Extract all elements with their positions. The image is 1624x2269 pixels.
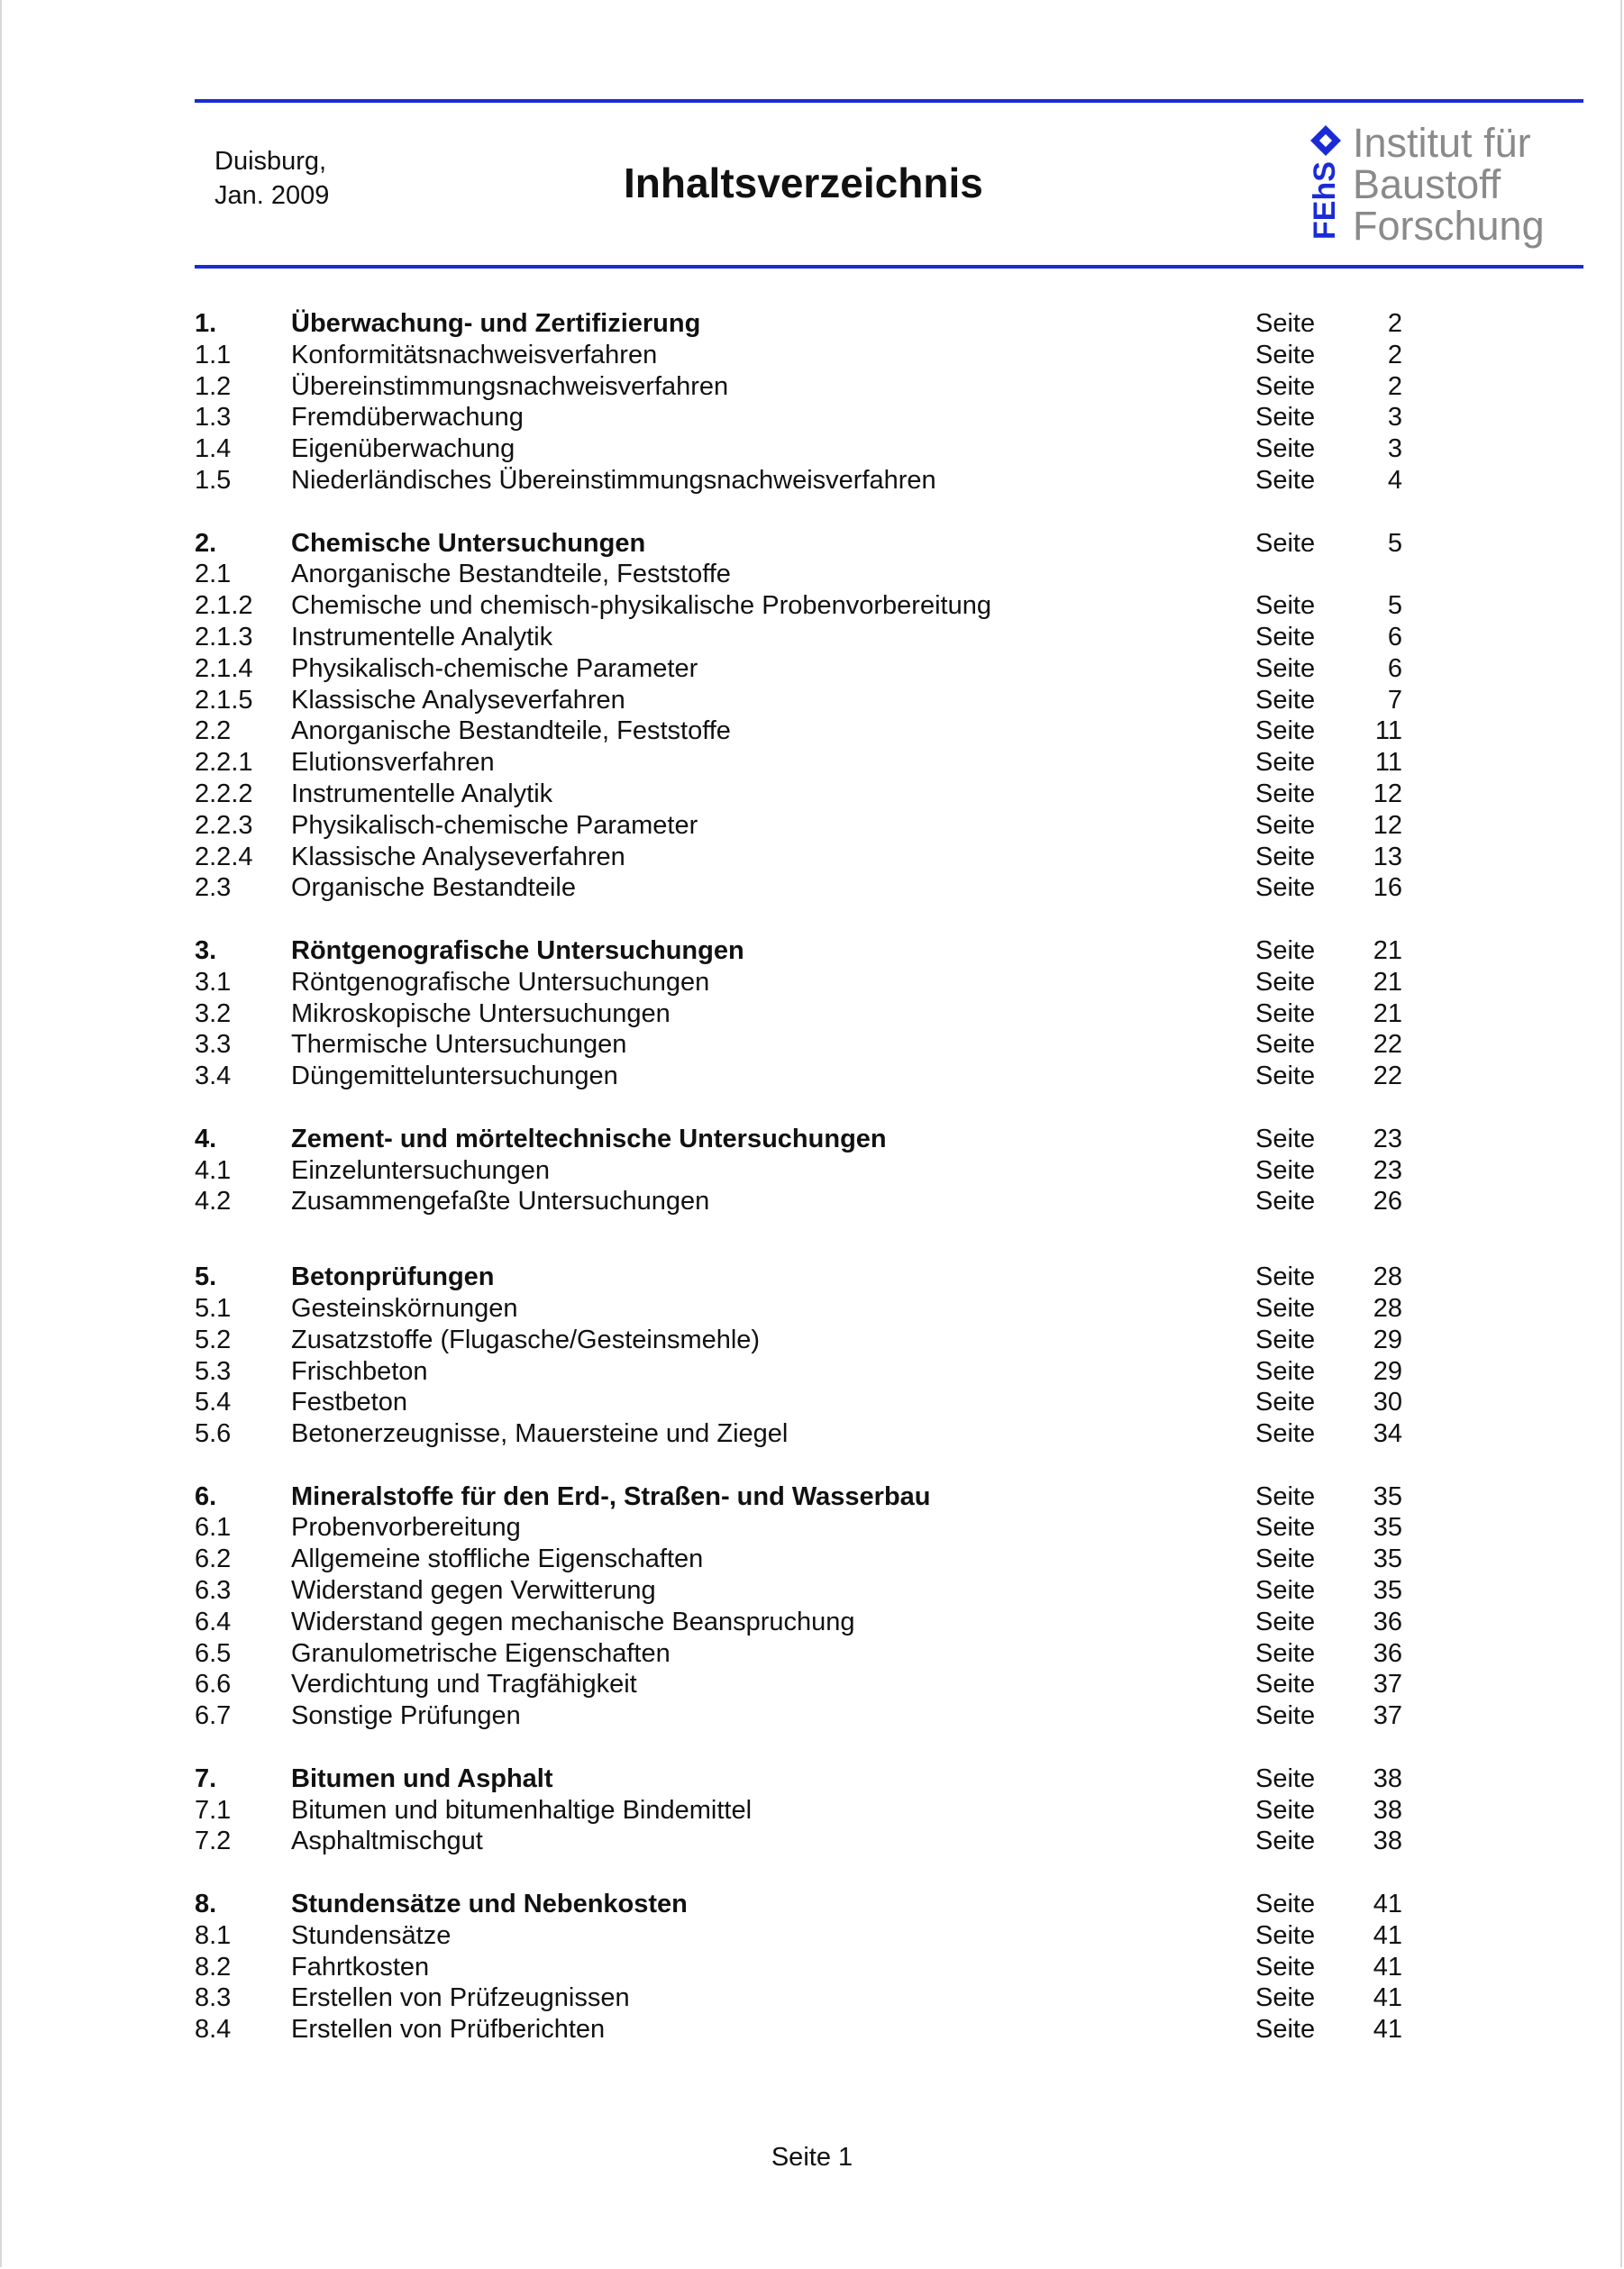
toc-entry-label: Betonerzeugnisse, Mauersteine und Ziegel: [291, 1419, 789, 1449]
toc-entry-number: 5.: [195, 1262, 217, 1292]
toc-entry-page: 37: [1373, 1701, 1402, 1731]
toc-entry-page: 37: [1373, 1670, 1402, 1699]
toc-entry-page: 34: [1373, 1419, 1402, 1449]
toc-entry[interactable]: [195, 1325, 1402, 1356]
toc-entry[interactable]: [195, 872, 1402, 904]
toc-entry[interactable]: [195, 967, 1402, 998]
toc-entry-seite: Seite: [1255, 1545, 1316, 1574]
toc-entry-label: Chemische Untersuchungen: [291, 528, 646, 558]
toc-entry-seite: Seite: [1255, 1030, 1316, 1060]
toc-entry-number: 2.2.2: [195, 779, 253, 808]
toc-entry-seite: Seite: [1255, 1920, 1316, 1950]
toc-entry-label: Zusammengefaßte Untersuchungen: [291, 1187, 710, 1217]
toc-entry[interactable]: [195, 1826, 1402, 1857]
toc-entry-seite: Seite: [1255, 1481, 1316, 1511]
toc-entry-label: Betonprüfungen: [291, 1262, 495, 1292]
toc-entry-label: Probenvorbereitung: [291, 1513, 521, 1543]
toc-entry-number: 8.2: [195, 1952, 232, 1982]
toc-entry-label: Widerstand gegen mechanische Beanspruchung: [291, 1607, 855, 1636]
toc-entry-label: Allgemeine stoffliche Eigenschaften: [291, 1545, 704, 1574]
toc-entry-number: 2.1.2: [195, 591, 253, 621]
toc-entry-page: 35: [1373, 1481, 1402, 1511]
toc-entry-page: 12: [1373, 779, 1402, 808]
toc-entry-label: Mikroskopische Untersuchungen: [291, 998, 671, 1028]
toc-entry[interactable]: [195, 340, 1402, 371]
toc-entry-seite: Seite: [1255, 1952, 1316, 1982]
toc-entry-page: 38: [1373, 1795, 1402, 1825]
toc-entry-page: 13: [1373, 842, 1402, 871]
toc-entry-label: Mineralstoffe für den Erd-, Straßen- und Wasserbau: [291, 1481, 931, 1511]
toc-entry-label: Instrumentelle Analytik: [291, 779, 553, 808]
toc-entry-label: Niederländisches Übereinstimmungsnachweisverfahren: [291, 465, 936, 495]
toc-entry-label: Instrumentelle Analytik: [291, 622, 553, 652]
logo-line-2: Baustoff: [1353, 161, 1501, 207]
toc-entry-number: 8.: [195, 1890, 217, 1919]
toc-entry-seite: Seite: [1255, 340, 1316, 369]
toc-section-heading[interactable]: [195, 1124, 1402, 1155]
toc-section-heading[interactable]: [195, 1262, 1402, 1293]
toc-entry-seite: Seite: [1255, 1262, 1316, 1292]
toc-entry-number: 2.3: [195, 873, 232, 903]
toc-entry-number: 3.1: [195, 967, 232, 997]
toc-entry-seite: Seite: [1255, 685, 1316, 715]
toc-entry-number: 6.6: [195, 1670, 232, 1699]
toc-entry-seite: Seite: [1255, 998, 1316, 1028]
toc-entry-seite: Seite: [1255, 810, 1316, 840]
toc-entry-label: Anorganische Bestandteile, Feststoffe: [291, 560, 731, 589]
toc-entry-seite: Seite: [1255, 1890, 1316, 1919]
toc-entry-label: Düngemitteluntersuchungen: [291, 1062, 618, 1091]
toc-entry-seite: Seite: [1255, 1576, 1316, 1606]
toc-entry-number: 5.1: [195, 1293, 232, 1323]
toc-spacer: [195, 1092, 1402, 1124]
toc-entry-label: Zusatzstoffe (Flugasche/Gesteinsmehle): [291, 1325, 761, 1354]
toc-entry-label: Eigenüberwachung: [291, 434, 515, 464]
toc-entry-number: 3.2: [195, 998, 232, 1028]
toc-entry-page: 3: [1387, 403, 1402, 433]
toc-entry[interactable]: [195, 779, 1402, 810]
toc-entry-page: 6: [1387, 622, 1402, 652]
toc-entry-page: 23: [1373, 1155, 1402, 1185]
toc-entry-number: 2.1: [195, 560, 232, 589]
toc-entry-page: 7: [1387, 685, 1402, 715]
toc-entry[interactable]: [195, 2014, 1402, 2046]
toc-entry[interactable]: [195, 433, 1402, 465]
toc-entry-number: 6.1: [195, 1513, 232, 1543]
toc-entry[interactable]: [195, 1029, 1402, 1061]
toc-entry[interactable]: [195, 1512, 1402, 1544]
toc-entry-number: 2.: [195, 528, 217, 558]
toc-entry-number: 8.4: [195, 2015, 232, 2045]
toc-entry-label: Röntgenografische Untersuchungen: [291, 935, 744, 965]
header-top-rule: [195, 99, 1583, 103]
toc-entry-label: Klassische Analyseverfahren: [291, 685, 625, 715]
page-footer: Seite 1: [771, 2143, 853, 2172]
toc-entry[interactable]: [195, 465, 1402, 497]
toc-entry-page: 23: [1373, 1124, 1402, 1153]
toc-entry-page: 5: [1387, 528, 1402, 558]
toc-entry-seite: Seite: [1255, 1419, 1316, 1449]
toc-entry-label: Physikalisch-chemische Parameter: [291, 810, 698, 840]
toc-entry-page: 41: [1373, 1920, 1402, 1950]
toc-entry[interactable]: [195, 1638, 1402, 1670]
toc-entry-label: Thermische Untersuchungen: [291, 1030, 627, 1060]
toc-section-heading[interactable]: [195, 1889, 1402, 1920]
toc-entry-label: Konformitätsnachweisverfahren: [291, 340, 658, 369]
toc-entry-label: Anorganische Bestandteile, Feststoffe: [291, 716, 731, 746]
toc-entry-seite: Seite: [1255, 1155, 1316, 1185]
logo-line-3: Forschung: [1353, 203, 1545, 249]
toc-entry-label: Röntgenografische Untersuchungen: [291, 967, 710, 997]
toc-entry[interactable]: [195, 653, 1402, 685]
toc-entry-label: Fahrtkosten: [291, 1952, 430, 1982]
toc-entry-page: 11: [1374, 748, 1402, 778]
toc-entry[interactable]: [195, 1155, 1402, 1187]
toc-entry-seite: Seite: [1255, 371, 1316, 401]
toc-entry-page: 4: [1387, 465, 1402, 495]
toc-entry-number: 6.2: [195, 1545, 232, 1574]
toc-entry-number: 1.5: [195, 465, 232, 495]
toc-entry[interactable]: [195, 1669, 1402, 1700]
toc-entry-number: 3.3: [195, 1030, 232, 1060]
toc-entry[interactable]: [195, 1607, 1402, 1638]
toc-entry-page: 41: [1373, 1952, 1402, 1982]
toc-entry-seite: Seite: [1255, 1607, 1316, 1636]
header-place: Duisburg,: [214, 147, 327, 176]
institute-logo: [1308, 120, 1546, 258]
toc-entry-number: 2.2.1: [195, 748, 253, 778]
toc-entry-number: 1.4: [195, 434, 232, 464]
toc-spacer: [195, 1450, 1402, 1481]
toc-entry-seite: Seite: [1255, 1293, 1316, 1323]
toc-entry-page: 30: [1373, 1388, 1402, 1417]
toc-entry-page: 41: [1373, 1983, 1402, 2013]
toc-entry-page: 26: [1373, 1187, 1402, 1217]
toc-entry-seite: Seite: [1255, 465, 1316, 495]
toc-entry-number: 1.2: [195, 371, 232, 401]
toc-entry-number: 1.1: [195, 340, 232, 369]
toc-entry[interactable]: [195, 998, 1402, 1030]
toc-entry-label: Erstellen von Prüfzeugnissen: [291, 1983, 630, 2013]
toc-entry-seite: Seite: [1255, 1388, 1316, 1417]
toc-entry-label: Frischbeton: [291, 1356, 428, 1386]
toc-entry-seite: Seite: [1255, 873, 1316, 903]
logo-mark-text: FEhS: [1308, 161, 1342, 240]
toc-entry-page: 29: [1373, 1356, 1402, 1386]
toc-entry[interactable]: [195, 1356, 1402, 1388]
toc-spacer: [195, 1217, 1402, 1262]
toc-section-heading[interactable]: [195, 308, 1402, 340]
toc-section-heading[interactable]: [195, 528, 1402, 560]
toc-entry[interactable]: [195, 559, 1402, 590]
toc-entry-seite: Seite: [1255, 1827, 1316, 1856]
toc-entry[interactable]: [195, 402, 1402, 433]
toc-section-heading[interactable]: [195, 1481, 1402, 1513]
toc-entry-seite: Seite: [1255, 1638, 1316, 1668]
toc-entry-seite: Seite: [1255, 1124, 1316, 1153]
toc-entry-number: 1.3: [195, 403, 232, 433]
toc-entry-number: 1.: [195, 309, 217, 338]
toc-entry-page: 35: [1373, 1576, 1402, 1606]
toc-entry[interactable]: [195, 685, 1402, 716]
toc-entry-page: 3: [1387, 434, 1402, 464]
toc-entry-seite: Seite: [1255, 1356, 1316, 1386]
toc-entry-label: Bitumen und bitumenhaltige Bindemittel: [291, 1795, 753, 1825]
toc-entry[interactable]: [195, 1795, 1402, 1827]
toc-entry-number: 5.6: [195, 1419, 232, 1449]
toc-entry-seite: Seite: [1255, 2015, 1316, 2045]
toc-entry-page: 36: [1373, 1607, 1402, 1636]
toc-entry-page: 36: [1373, 1638, 1402, 1668]
toc-spacer: [195, 497, 1402, 528]
toc-entry-number: 2.2.3: [195, 810, 253, 840]
toc-entry-label: Granulometrische Eigenschaften: [291, 1638, 671, 1668]
toc-entry-label: Klassische Analyseverfahren: [291, 842, 625, 871]
toc-entry-page: 28: [1373, 1262, 1402, 1292]
toc-entry-label: Bitumen und Asphalt: [291, 1763, 553, 1793]
toc-entry-label: Fremdüberwachung: [291, 403, 524, 433]
toc-entry[interactable]: [195, 747, 1402, 779]
toc-entry-page: 35: [1373, 1513, 1402, 1543]
toc-entry-seite: Seite: [1255, 591, 1316, 621]
toc-entry-label: Stundensätze und Nebenkosten: [291, 1890, 688, 1919]
toc-spacer: [195, 1857, 1402, 1889]
toc-entry[interactable]: [195, 1700, 1402, 1732]
toc-entry-page: 41: [1373, 1890, 1402, 1919]
toc-entry-label: Festbeton: [291, 1388, 407, 1417]
toc-entry-label: Chemische und chemisch-physikalische Probenvorbereitung: [291, 591, 991, 621]
toc-entry-page: 16: [1373, 873, 1402, 903]
toc-entry-label: Gesteinskörnungen: [291, 1293, 518, 1323]
toc-entry-label: Verdichtung und Tragfähigkeit: [291, 1670, 637, 1699]
toc-spacer: [195, 1732, 1402, 1763]
toc-entry-label: Widerstand gegen Verwitterung: [291, 1576, 656, 1606]
toc-entry-seite: Seite: [1255, 1763, 1316, 1793]
toc-entry[interactable]: [195, 1387, 1402, 1418]
toc-entry[interactable]: [195, 1061, 1402, 1092]
toc-entry-label: Stundensätze: [291, 1920, 452, 1950]
toc-entry-page: 21: [1373, 935, 1402, 965]
toc-entry-number: 2.2.4: [195, 842, 253, 871]
toc-entry-page: 11: [1374, 716, 1402, 746]
logo-line-1: Institut für: [1353, 120, 1531, 166]
toc-entry-number: 7.: [195, 1763, 217, 1793]
toc-entry-seite: Seite: [1255, 1513, 1316, 1543]
toc-entry-label: Physikalisch-chemische Parameter: [291, 653, 698, 683]
toc-entry-number: 2.1.5: [195, 685, 253, 715]
toc-entry-page: 22: [1373, 1062, 1402, 1091]
toc-entry-page: 2: [1387, 340, 1402, 369]
toc-entry-label: Elutionsverfahren: [291, 748, 495, 778]
toc-entry-seite: Seite: [1255, 403, 1316, 433]
toc-entry-number: 4.2: [195, 1187, 232, 1217]
toc-entry[interactable]: [195, 1293, 1402, 1325]
toc-entry-label: Sonstige Prüfungen: [291, 1701, 521, 1731]
toc-entry-seite: Seite: [1255, 1062, 1316, 1091]
toc-entry-page: 38: [1373, 1827, 1402, 1856]
toc-entry-page: 21: [1373, 967, 1402, 997]
toc-entry-number: 7.1: [195, 1795, 232, 1825]
toc-entry-seite: Seite: [1255, 622, 1316, 652]
toc-entry-page: 28: [1373, 1293, 1402, 1323]
toc-entry-number: 8.3: [195, 1983, 232, 2013]
page-title: Inhaltsverzeichnis: [624, 159, 983, 206]
toc-entry[interactable]: [195, 622, 1402, 653]
toc-entry[interactable]: [195, 810, 1402, 842]
toc-entry-number: 6.7: [195, 1701, 232, 1731]
toc-entry-page: 6: [1387, 653, 1402, 683]
toc-entry-page: 2: [1387, 309, 1402, 338]
toc-entry-seite: Seite: [1255, 935, 1316, 965]
toc-entry-label: Organische Bestandteile: [291, 873, 576, 903]
toc-entry-label: Überwachung- und Zertifizierung: [291, 309, 701, 338]
toc-entry-number: 5.3: [195, 1356, 232, 1386]
toc-entry-seite: Seite: [1255, 779, 1316, 808]
toc-section-heading[interactable]: [195, 935, 1402, 967]
toc-section-heading[interactable]: [195, 1763, 1402, 1795]
toc-entry-seite: Seite: [1255, 1187, 1316, 1217]
toc-entry-page: 5: [1387, 591, 1402, 621]
toc-entry-seite: Seite: [1255, 1670, 1316, 1699]
toc-entry-number: 5.4: [195, 1388, 232, 1417]
toc-entry-number: 6.: [195, 1481, 217, 1511]
header-date: Jan. 2009: [214, 181, 330, 210]
toc-spacer: [195, 904, 1402, 935]
toc-entry-seite: Seite: [1255, 1325, 1316, 1354]
toc-entry-page: 38: [1373, 1763, 1402, 1793]
toc-entry-page: 35: [1373, 1545, 1402, 1574]
toc-entry[interactable]: [195, 842, 1402, 873]
toc-entry-number: 8.1: [195, 1920, 232, 1950]
toc-entry-label: Erstellen von Prüfberichten: [291, 2015, 606, 2045]
toc-entry-number: 4.1: [195, 1155, 232, 1185]
toc-entry[interactable]: [195, 1982, 1402, 2014]
toc-entry[interactable]: [195, 1418, 1402, 1450]
toc-entry-number: 7.2: [195, 1827, 232, 1856]
toc-entry[interactable]: [195, 371, 1402, 403]
header-bottom-rule: [195, 265, 1583, 269]
toc-entry-seite: Seite: [1255, 748, 1316, 778]
toc-entry-seite: Seite: [1255, 716, 1316, 746]
toc-entry-page: 21: [1373, 998, 1402, 1028]
fehs-logo-mark-icon: [1308, 128, 1342, 243]
table-of-contents: [195, 308, 1402, 2046]
toc-entry-number: 6.4: [195, 1607, 232, 1636]
toc-entry-label: Einzeluntersuchungen: [291, 1155, 550, 1185]
header-place-date: [214, 144, 329, 213]
toc-entry-number: 2.1.4: [195, 653, 253, 683]
toc-entry-number: 4.: [195, 1124, 217, 1153]
toc-entry-seite: Seite: [1255, 967, 1316, 997]
toc-entry-seite: Seite: [1255, 434, 1316, 464]
toc-entry-seite: Seite: [1255, 1983, 1316, 2013]
toc-entry-seite: Seite: [1255, 528, 1316, 558]
toc-entry[interactable]: [195, 590, 1402, 622]
toc-entry[interactable]: [195, 1575, 1402, 1607]
toc-entry-label: Zement- und mörteltechnische Untersuchungen: [291, 1124, 887, 1153]
toc-entry-number: 2.2: [195, 716, 232, 746]
toc-entry[interactable]: [195, 715, 1402, 747]
toc-entry-seite: Seite: [1255, 842, 1316, 871]
toc-entry-number: 6.5: [195, 1638, 232, 1668]
toc-entry-number: 5.2: [195, 1325, 232, 1354]
toc-entry-label: Übereinstimmungsnachweisverfahren: [291, 371, 729, 401]
toc-entry-page: 2: [1387, 371, 1402, 401]
toc-entry-number: 3.: [195, 935, 217, 965]
toc-entry-page: 29: [1373, 1325, 1402, 1354]
toc-entry[interactable]: [195, 1920, 1402, 1952]
toc-entry-seite: Seite: [1255, 1795, 1316, 1825]
toc-entry-seite: Seite: [1255, 309, 1316, 338]
toc-entry-label: Asphaltmischgut: [291, 1827, 483, 1856]
toc-entry-page: 12: [1373, 810, 1402, 840]
toc-entry[interactable]: [195, 1544, 1402, 1575]
toc-entry-number: 6.3: [195, 1576, 232, 1606]
toc-entry-number: 3.4: [195, 1062, 232, 1091]
toc-entry-seite: Seite: [1255, 1701, 1316, 1731]
toc-entry[interactable]: [195, 1186, 1402, 1217]
toc-entry-seite: Seite: [1255, 653, 1316, 683]
toc-entry-page: 22: [1373, 1030, 1402, 1060]
toc-entry-number: 2.1.3: [195, 622, 253, 652]
logo-text: [1353, 120, 1545, 249]
toc-entry[interactable]: [195, 1952, 1402, 1983]
toc-entry-page: 41: [1373, 2015, 1402, 2045]
